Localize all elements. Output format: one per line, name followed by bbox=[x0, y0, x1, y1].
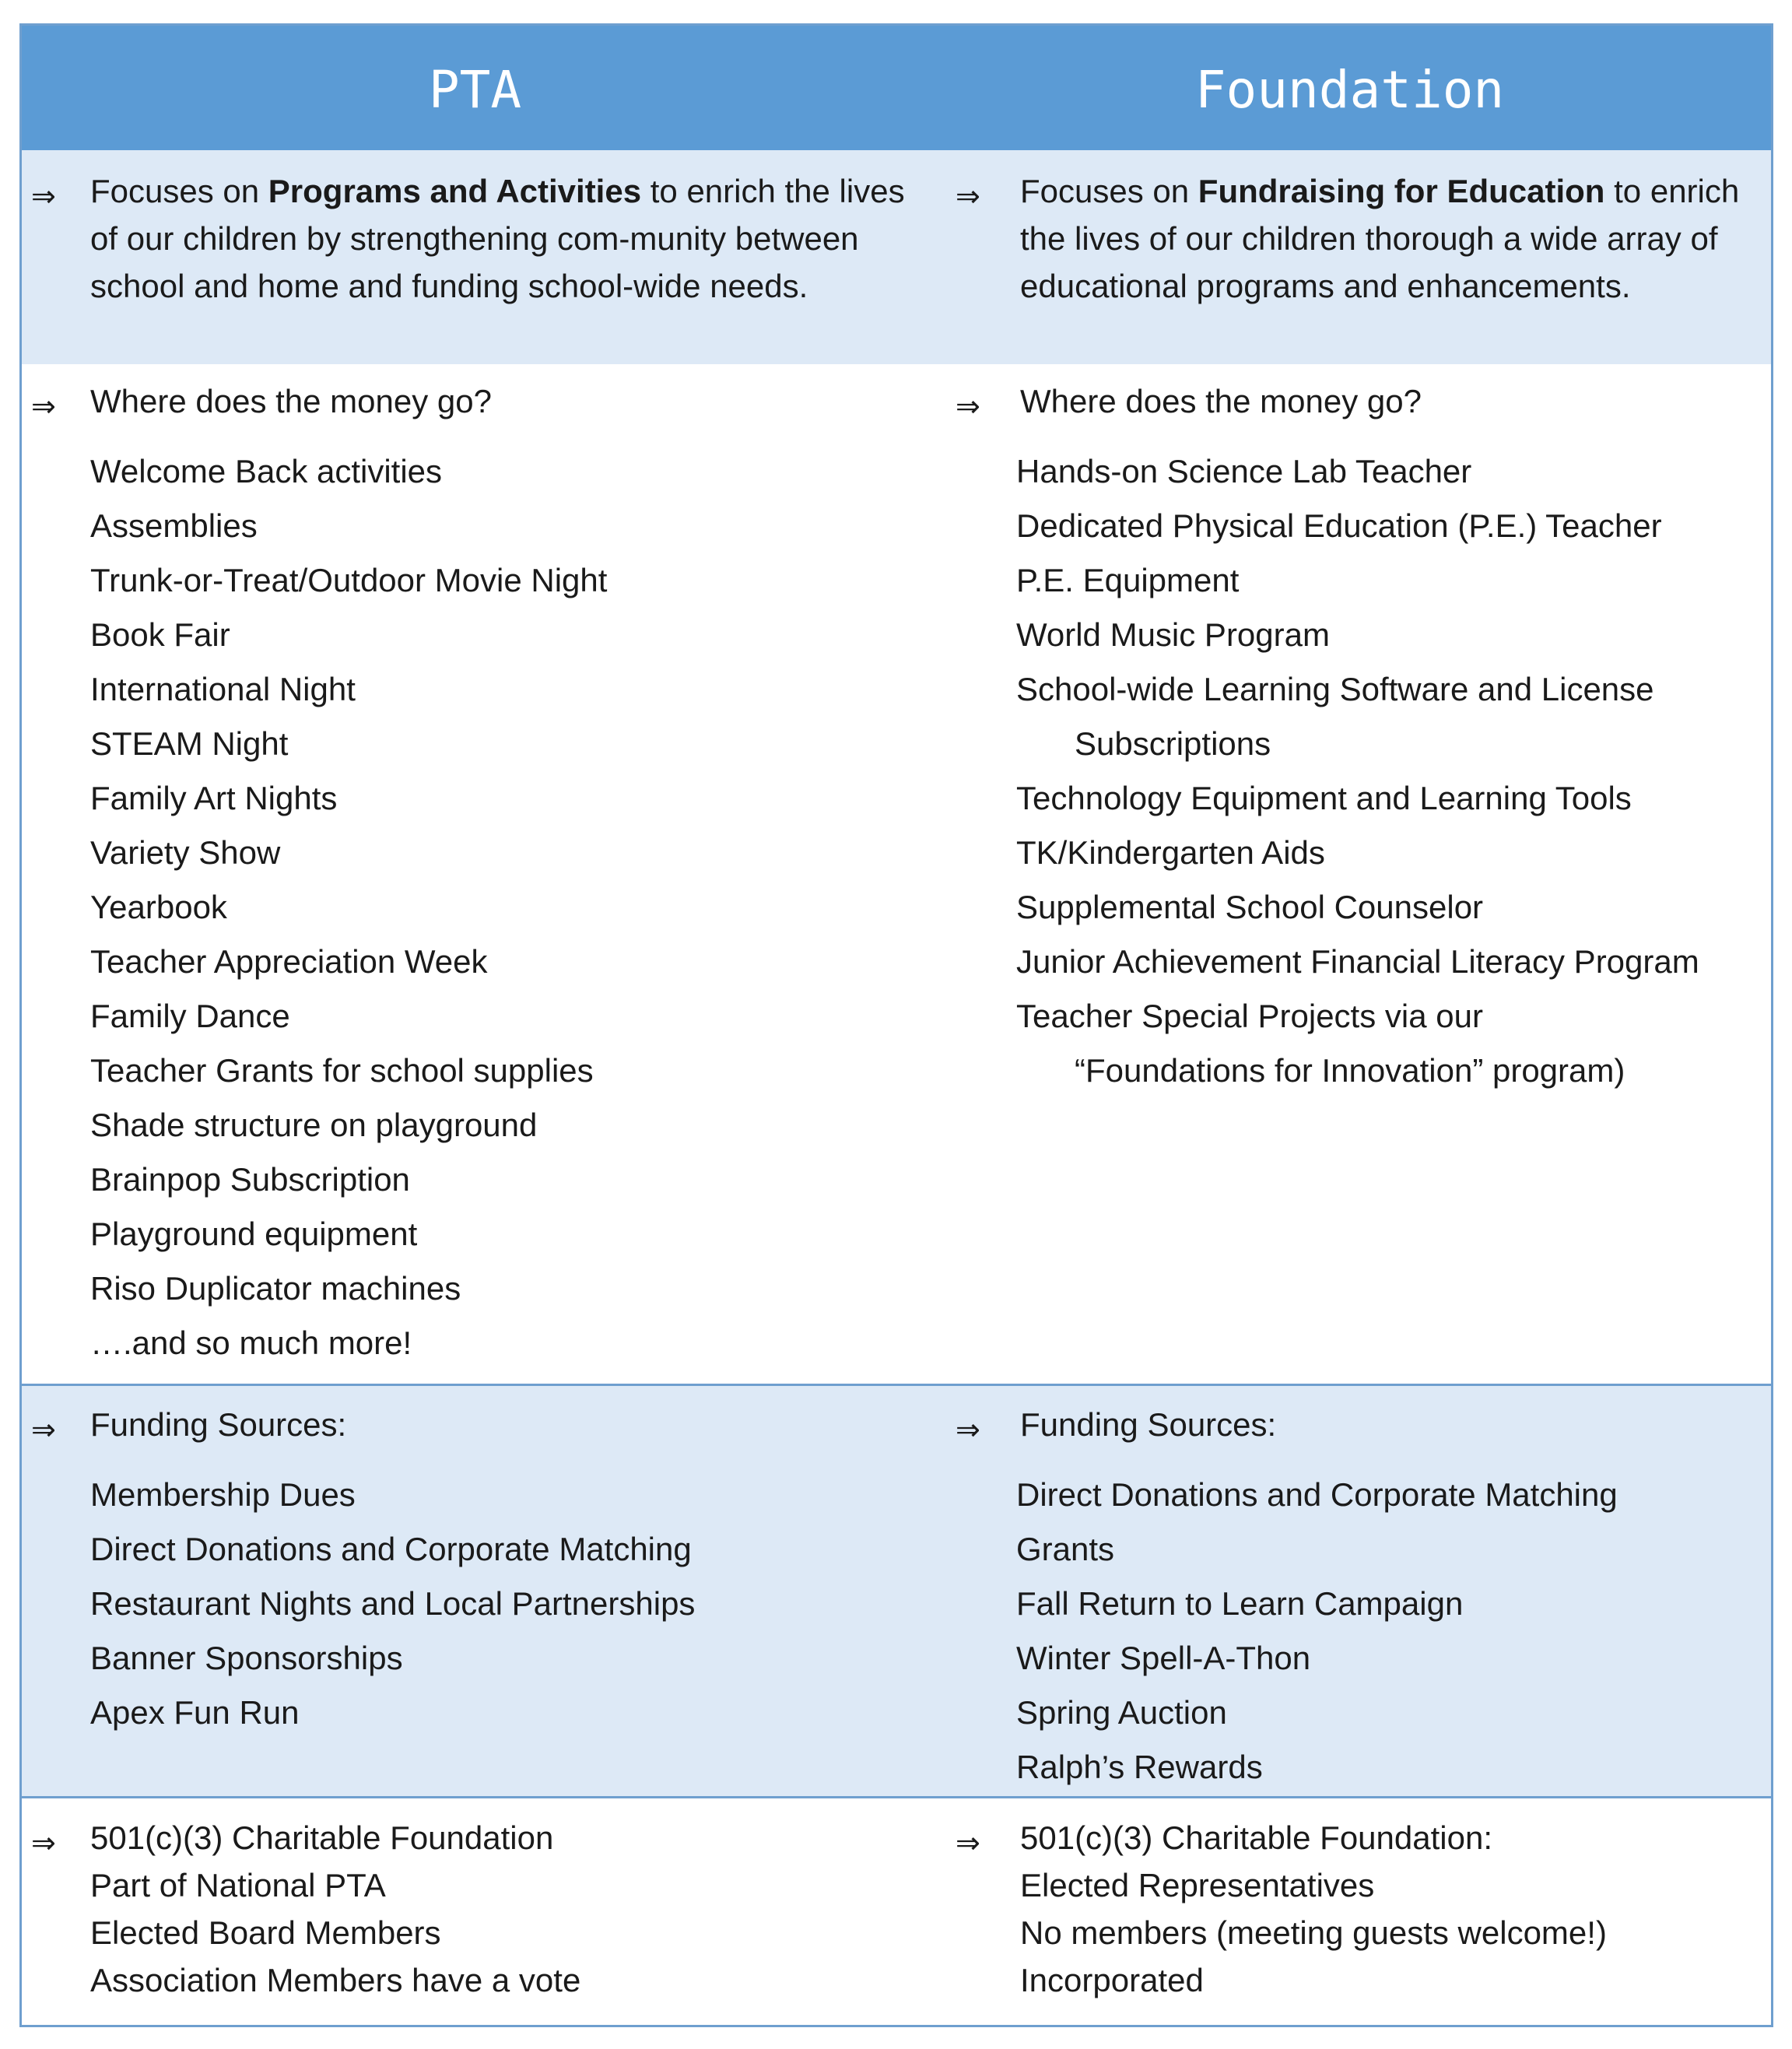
pta-money-cell bbox=[22, 364, 928, 1384]
list-item: Brainpop Subscription bbox=[90, 1161, 410, 1198]
focus-prefix: Focuses on bbox=[1020, 173, 1198, 209]
list-item: School-wide Learning Software and License bbox=[1016, 671, 1654, 707]
money-row bbox=[22, 364, 1771, 1384]
foundation-funding-cell bbox=[928, 1386, 1771, 1796]
list-item: ….and so much more! bbox=[90, 1324, 412, 1361]
focus-prefix: Focuses on bbox=[90, 173, 268, 209]
focus-suffix: to enrich the lives of our children by strengthening com-munity between school and home and funding school-wide needs. bbox=[90, 173, 905, 304]
list-item: Direct Donations and Corporate Matching bbox=[1016, 1476, 1618, 1513]
list-item-continuation bbox=[1016, 1044, 1699, 1098]
list-item: Teacher Appreciation Week bbox=[90, 943, 488, 980]
list-item: Spring Auction bbox=[1016, 1694, 1227, 1731]
list-item: Banner Sponsorships bbox=[90, 1640, 403, 1676]
pta-funding-cell bbox=[22, 1386, 928, 1796]
arrow-icon: ⇒ bbox=[956, 389, 980, 423]
funding-row bbox=[22, 1384, 1771, 1796]
legal-line: No members (meeting guests welcome!) bbox=[1020, 1914, 1607, 1951]
list-item: Winter Spell-A-Thon bbox=[1016, 1640, 1311, 1676]
arrow-icon: ⇒ bbox=[31, 179, 56, 213]
list-item: Welcome Back activities bbox=[90, 453, 443, 489]
foundation-funding-heading: Funding Sources: bbox=[1020, 1406, 1277, 1443]
pta-focus-cell bbox=[22, 150, 928, 364]
list-item: Yearbook bbox=[90, 889, 227, 925]
focus-bold: Programs and Activities bbox=[268, 173, 642, 209]
header-row bbox=[22, 26, 1771, 150]
list-item: Grants bbox=[1016, 1531, 1115, 1567]
arrow-icon: ⇒ bbox=[31, 1826, 56, 1860]
foundation-focus-text bbox=[1020, 167, 1767, 310]
list-item: Shade structure on playground bbox=[90, 1107, 538, 1143]
list-item: Restaurant Nights and Local Partnerships bbox=[90, 1585, 696, 1622]
list-item: Trunk-or-Treat/Outdoor Movie Night bbox=[90, 562, 608, 598]
arrow-icon: ⇒ bbox=[31, 389, 56, 423]
list-item: Apex Fun Run bbox=[90, 1694, 300, 1731]
list-item: Variety Show bbox=[90, 834, 281, 871]
list-item: Hands-on Science Lab Teacher bbox=[1016, 453, 1472, 489]
pta-funding-list bbox=[90, 1468, 695, 1740]
legal-line: Elected Representatives bbox=[1020, 1867, 1375, 1903]
list-item: Playground equipment bbox=[90, 1216, 418, 1252]
header-cell-pta bbox=[22, 26, 928, 150]
legal-line: Incorporated bbox=[1020, 1962, 1204, 1998]
pta-funding-heading: Funding Sources: bbox=[90, 1406, 347, 1443]
pta-legal-cell bbox=[22, 1798, 928, 2025]
foundation-money-heading: Where does the money go? bbox=[1020, 383, 1422, 419]
legal-line: 501(c)(3) Charitable Foundation: bbox=[1020, 1819, 1492, 1856]
arrow-icon: ⇒ bbox=[956, 179, 980, 213]
list-item: Assemblies bbox=[90, 507, 258, 544]
list-item: Supplemental School Counselor bbox=[1016, 889, 1484, 925]
legal-line: Association Members have a vote bbox=[90, 1962, 581, 1998]
arrow-icon: ⇒ bbox=[31, 1412, 56, 1447]
arrow-icon: ⇒ bbox=[956, 1412, 980, 1447]
foundation-legal-text bbox=[1020, 1814, 1767, 2004]
legal-line: 501(c)(3) Charitable Foundation bbox=[90, 1819, 554, 1856]
arrow-icon: ⇒ bbox=[956, 1826, 980, 1860]
continuation-text: Subscriptions bbox=[1075, 725, 1271, 762]
list-item: Ralph’s Rewards bbox=[1016, 1749, 1263, 1785]
focus-bold: Fundraising for Education bbox=[1198, 173, 1605, 209]
list-item: Junior Achievement Financial Literacy Program bbox=[1016, 943, 1699, 980]
pta-legal-text bbox=[90, 1814, 907, 2004]
list-item: Teacher Special Projects via our bbox=[1016, 998, 1483, 1034]
pta-money-heading: Where does the money go? bbox=[90, 383, 492, 419]
continuation-text: “Foundations for Innovation” program) bbox=[1075, 1052, 1625, 1089]
list-item: Direct Donations and Corporate Matching bbox=[90, 1531, 692, 1567]
focus-row bbox=[22, 150, 1771, 364]
list-item: P.E. Equipment bbox=[1016, 562, 1240, 598]
list-item: Technology Equipment and Learning Tools bbox=[1016, 780, 1632, 816]
list-item: International Night bbox=[90, 671, 356, 707]
list-item: Riso Duplicator machines bbox=[90, 1270, 461, 1307]
list-item: STEAM Night bbox=[90, 725, 289, 762]
foundation-money-list bbox=[1016, 444, 1699, 1098]
list-item: World Music Program bbox=[1016, 616, 1330, 653]
list-item: Book Fair bbox=[90, 616, 230, 653]
header-cell-foundation bbox=[928, 26, 1771, 150]
list-item: Dedicated Physical Education (P.E.) Teacher bbox=[1016, 507, 1662, 544]
foundation-focus-cell bbox=[928, 150, 1771, 364]
pta-focus-text bbox=[90, 167, 907, 310]
pta-money-list bbox=[90, 444, 607, 1370]
pta-title: PTA bbox=[428, 60, 522, 120]
legal-row bbox=[22, 1796, 1771, 2025]
comparison-table bbox=[19, 23, 1773, 2027]
foundation-title: Foundation bbox=[1194, 60, 1505, 120]
foundation-funding-list bbox=[1016, 1468, 1618, 1795]
list-item: Membership Dues bbox=[90, 1476, 356, 1513]
focus-suffix: to enrich the lives of our children thorough a wide array of educational programs and enhancements. bbox=[1020, 173, 1740, 304]
list-item: Family Dance bbox=[90, 998, 290, 1034]
list-item: TK/Kindergarten Aids bbox=[1016, 834, 1325, 871]
legal-line: Part of National PTA bbox=[90, 1867, 386, 1903]
legal-line: Elected Board Members bbox=[90, 1914, 441, 1951]
list-item-continuation bbox=[1016, 717, 1699, 771]
foundation-money-cell bbox=[928, 364, 1771, 1384]
list-item: Fall Return to Learn Campaign bbox=[1016, 1585, 1464, 1622]
list-item: Teacher Grants for school supplies bbox=[90, 1052, 594, 1089]
list-item: Family Art Nights bbox=[90, 780, 338, 816]
foundation-legal-cell bbox=[928, 1798, 1771, 2025]
